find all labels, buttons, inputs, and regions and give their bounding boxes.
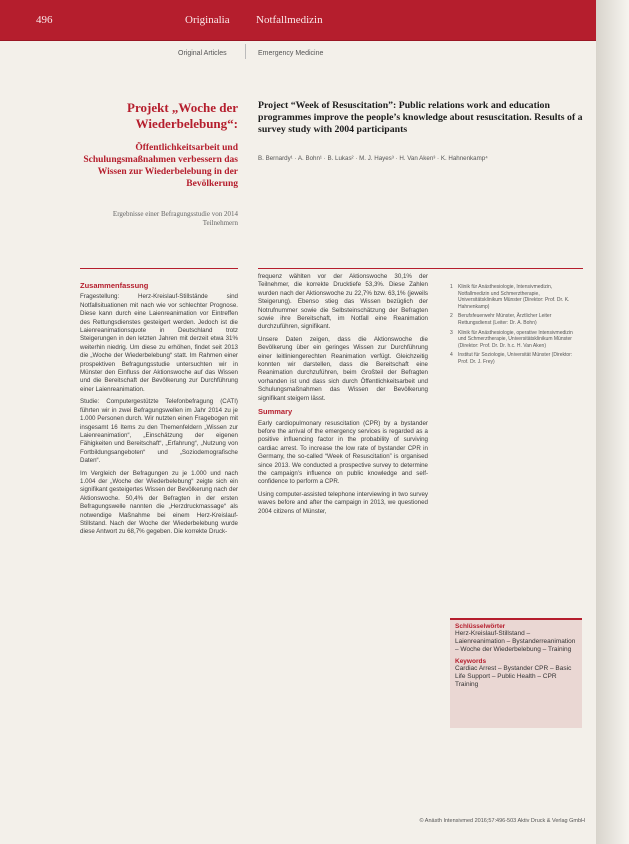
author-list: B. Bernardy¹ · A. Bohn¹ · B. Lukas² · M. J. Hayes³ · H. Van Aken³ · K. Hahnenkamp⁴ <box>258 155 488 162</box>
keywords-heading-de: Schlüsselwörter <box>455 623 506 630</box>
keywords-box <box>450 618 582 728</box>
affiliation-item: 1 Klinik für Anästhesiologie, Intensivmedizin, Notfallmedizin und Schmerztherapie, Universitätsklinikum Münster (Direktor: Prof. Dr. K. Hahnenkamp) <box>450 284 570 310</box>
keywords-heading-en: Keywords <box>455 657 487 665</box>
section-label-en: Original Articles <box>178 50 227 57</box>
paragraph: Unsere Daten zeigen, dass die Aktionswoche die Bevölkerung über ein geringes Wissen zur Durchführung einer leitliniengerechten Reanimation verfügt. Gleichzeitig konnten wir darstellen, dass die Bereitschaft eine Reanimation durchzuführen, beim Großteil der Befragten vorhanden ist und dass sich durch Öffentlichkeitsarbeit und Schulungsmaßnahmen das Wissen der Bevölkerung signifikant steigern lässt. <box>258 335 428 402</box>
middle-column <box>258 273 428 520</box>
section-label: Originalia <box>185 14 230 26</box>
page-number: 496 <box>36 14 53 26</box>
affiliation-item: 3 Klinik für Anästhesiologie, operative Intensivmedizin und Schmerztherapie, Universitätsklinikum Münster (Direktor: Prof. Dr. Dr. h.c. H. Van Aken) <box>450 329 573 349</box>
paragraph: Using computer-assisted telephone interviewing in two survey waves before and after the campaign in 2013, we questioned 2004 citizens of Münster, <box>258 490 428 515</box>
journal-section-label: Notfallmedizin <box>256 14 323 26</box>
zusammenfassung-heading: Zusammenfassung <box>80 281 149 290</box>
english-title: Project “Week of Resuscitation”: Public relations work and education programmes improve the people’s knowledge about resuscitation. Results of a survey study with 2004 participants <box>258 100 583 135</box>
page-edge-shadow <box>596 0 629 844</box>
paragraph: frequenz wählten vor der Aktionswoche 30,1% der Teilnehmer, die korrekte Drucktiefe 53,3%. Diese Zahlen wurden nach der Aktionswoche zu 22,7% bzw. 63,1% (jeweils Steigerung). Ebenso stieg das Wissen bezüglich der Notrufnummer sowie die Selbsteinschätzung der Befragten sowie ihre Bereitschaft, im Notfall eine Reanimation durchzuführen, signifikant. <box>258 273 428 331</box>
copyright-footer: © Anästh Intensivmed 2016;57:496-503 Aktiv Druck & Verlag GmbH <box>419 818 585 824</box>
affiliation-item: 2 Berufsfeuerwehr Münster, Ärztlicher Leiter Rettungsdienst (Leiter: Dr. A. Bohn) <box>450 313 552 326</box>
keywords-text-de: Herz-Kreislauf-Stillstand – Laienreanimation – Bystanderreanimation – Woche der Wiederbelebung – Training <box>455 630 576 654</box>
paragraph: Studie: Computergestützte Telefonbefragung (CATI) führten wir in zwei Befragungswellen im Jahr 2014 zu je 1.000 Personen durch. Wir nutzten einen Fragebogen mit insgesamt 16 Items zu den Themenfeldern „Wissen zur Laienreanimation“, „Einschätzung der eigenen Fähigkeiten und Bereitschaft“, „Erfahrung“, „Nutzung von Fortbildungsangeboten“ und „Soziodemografische Daten“. <box>80 398 238 465</box>
zusammenfassung-column <box>80 282 238 541</box>
keywords-text-en: Cardiac Arrest – Bystander CPR – Basic Life Support – Public Health – CPR Training <box>455 664 572 689</box>
header-divider <box>245 44 246 59</box>
german-title: Projekt „Woche der Wiederbelebung“: <box>127 100 238 131</box>
german-note: Ergebnisse einer Befragungsstudie von 2014 Teilnehmern <box>112 210 238 227</box>
section-rule <box>80 268 238 269</box>
paragraph: Early cardiopulmonary resuscitation (CPR) by a bystander before the arrival of the emergency services is regarded as a positive influencing factor in the probability of surviving cardiac arrest. To increase the low rate of bystander CPR in Germany, the so-called “Week of Resuscitation” is organised since 2013. We conducted a prospective survey to determine the campaign’s influence on public knowledge and self-confidence to perform a CPR. <box>258 419 428 486</box>
summary-heading: Summary <box>258 407 293 417</box>
paragraph: Im Vergleich der Befragungen zu je 1.000 und nach 1.004 der „Woche der Wiederbelebung“ zeigte sich ein signifikant gesteigertes Wissen der Bevölkerung nach der Aktionswoche. 50,4% der Befragten in der ersten Befragungswelle nannten die „Herzdruckmassage“ als notwendige Maßnahme bei einem Herz-Kreislauf-Stillstand. Nach der Woche der Wiederbelebung wurde diese Antwort zu 68,7% gegeben. Die korrekte Druck- <box>80 469 238 536</box>
affiliations <box>450 284 582 369</box>
affiliation-item: 4 Institut für Soziologie, Universität Münster (Direktor: Prof. Dr. J. Frey) <box>450 352 573 365</box>
german-subtitle: Öffentlichkeitsarbeit und Schulungsmaßnahmen verbessern das Wissen zur Wiederbelebung in der Bevölkerung <box>83 143 238 189</box>
section-rule <box>258 268 583 269</box>
paragraph: Fragestellung: Herz-Kreislauf-Stillstände sind Notfallsituationen mit nach wie vor schlechter Prognose. Diese kann durch eine Laienreanimation vor Eintreffen des Rettungsdienstes gesteigert werden. Jedoch ist die Laienreanimationsquote in Deutschland trotz Steigerungen in den letzten Jahren mit derzeit etwa 31% weiterhin niedrig. Um diese zu erhöhen, findet seit 2013 die „Woche der Wiederbelebung“ statt. Im Rahmen einer prospektiven Befragungsstudie untersuchten wir in Münster den Einfluss der Aktionswoche auf das Wissen und die Bereitschaft der Bevölkerung zur Durchführung einer Laienreanimation. <box>80 293 238 393</box>
journal-section-label-en: Emergency Medicine <box>258 50 324 57</box>
